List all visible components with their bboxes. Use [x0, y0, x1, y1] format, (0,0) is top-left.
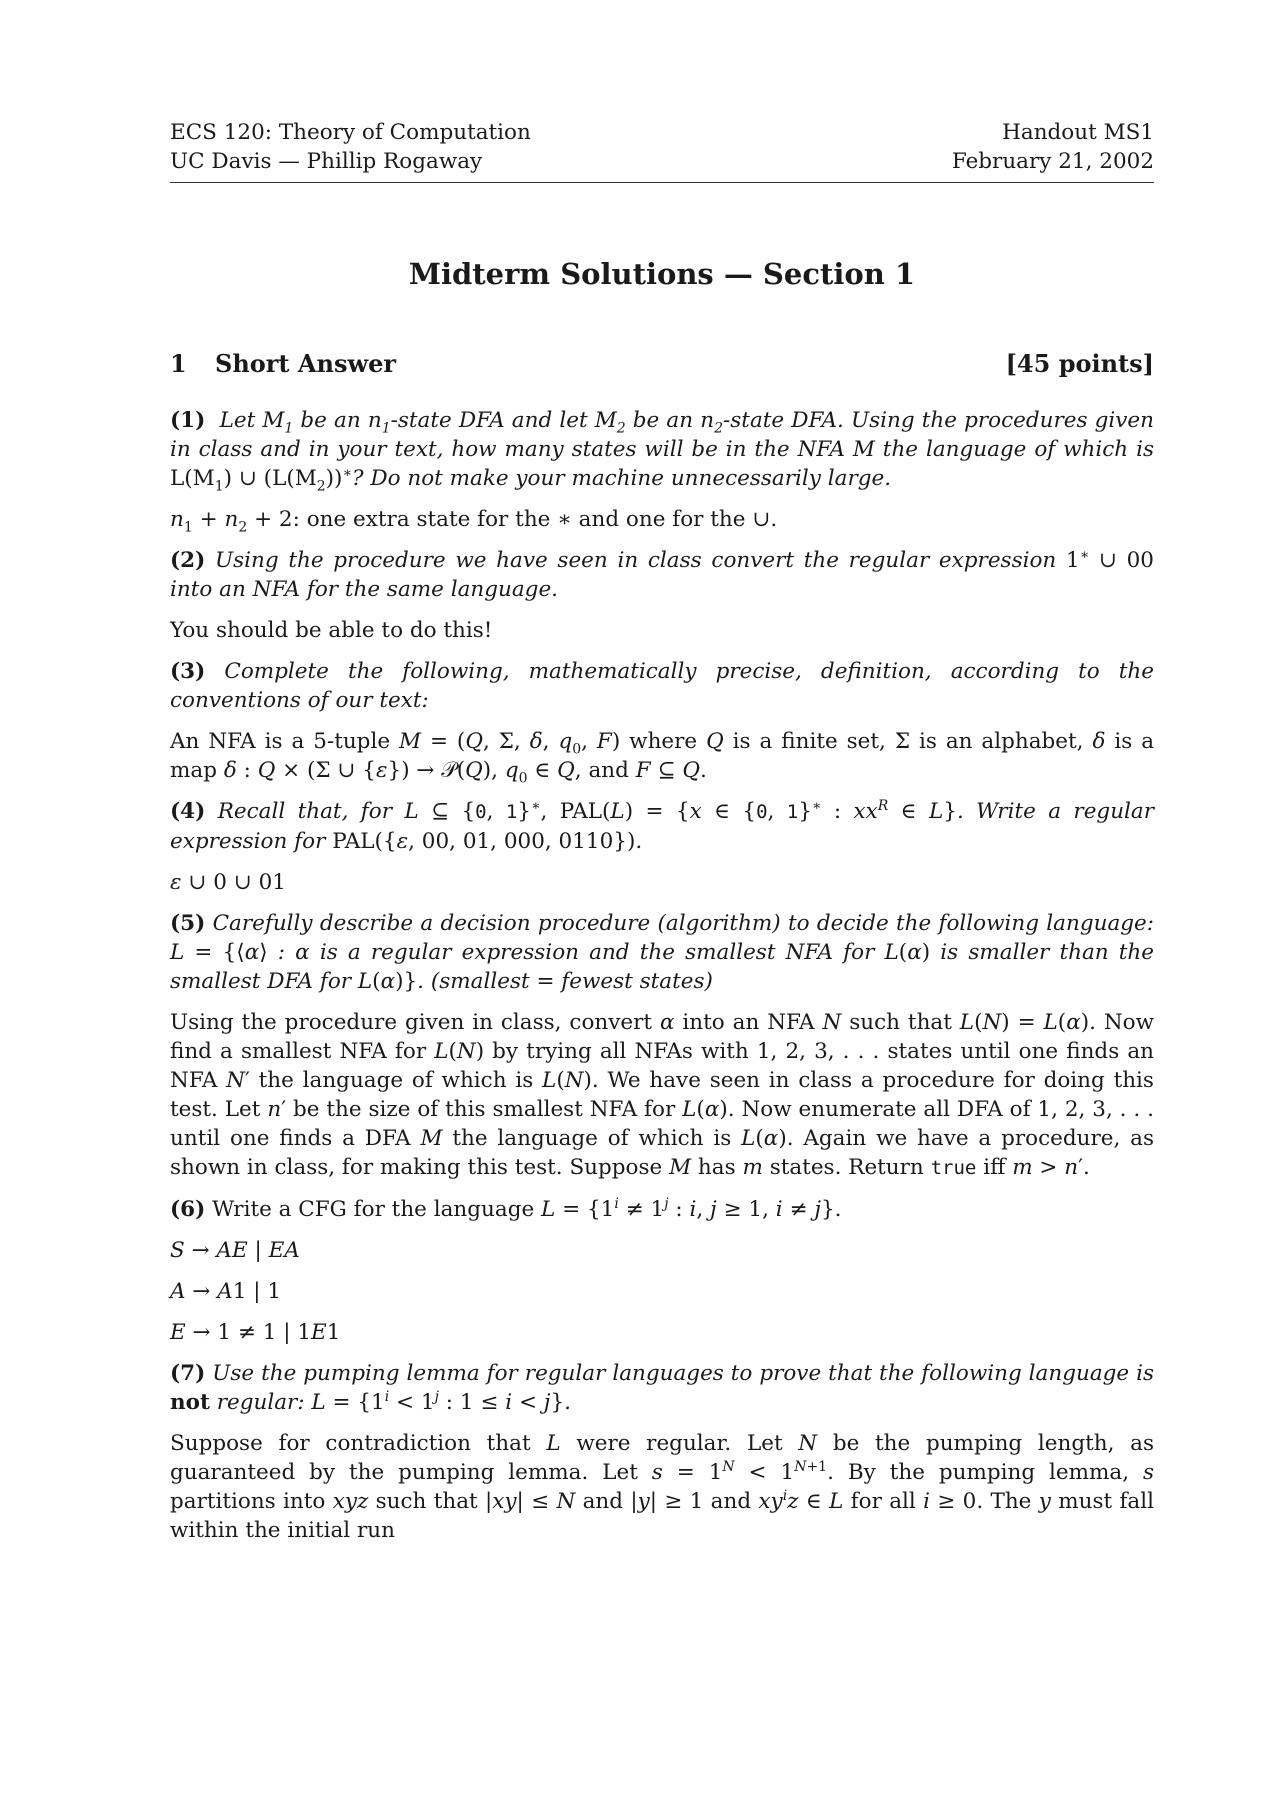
answer-5: Using the procedure given in class, convert α into an NFA N such that L(N) = L(α). Now find a smallest NFA for L(N) by trying all NFAs with 1, 2, 3, . . . states until one finds an NFA N′ the language of which is L(N). We have seen in class a procedure for doing this test. Let n′ be the size of this smallest NFA for L(α). Now enumerate all DFA of 1, 2, 3, . . . until one finds a DFA M the language of which is L(α). Again we have a procedure, as shown in class, for making this test. Suppose M has m states. Return true iff m > n′.: [170, 1010, 1155, 1180]
answer-7: Suppose for contradiction that L were regular. Let N be the pumping length, as guaranteed by the pumping lemma. Let $s = 1^N < 1^{N+1}$. By the pumping lemma, s partitions into xyz such that |xy| ≤ N and |y| ≥ 1 and $xy^iz$ ∈ L for all i ≥ 0. The y must fall within the initial run: [170, 1431, 1154, 1543]
grammar-rule-e: E → 1 ≠ 1 | 1E1: [170, 1320, 341, 1345]
question-4: (4) Recall that, for L ⊆ {0, 1}∗, PAL(L) = {x ∈ {0, 1}∗ : $xx^R$ ∈ L}. Write a regular expression for PAL({ε, 00, 01, 000, 0110}).: [170, 797, 1155, 854]
answer-1: $n_1 + n_2 + 2$: one extra state for the ∗ and one for the ∪.: [170, 507, 778, 536]
question-3: (3) Complete the following, mathematically precise, definition, according to the conventions of our text:: [170, 659, 1154, 713]
section-number: 1: [170, 349, 187, 378]
answer-3: An NFA is a 5-tuple M = (Q, Σ, δ, $q_0$, F) where Q is a finite set, Σ is an alphabet, δ is a map δ : Q × (Σ ∪ {ε}) → 𝒫(Q), $q_0$ ∈ Q, and F ⊆ Q.: [170, 729, 1155, 787]
question-2-number: (2): [170, 548, 206, 573]
document-page: [170, 118, 1154, 1557]
section-points: [45 points]: [1005, 349, 1154, 378]
answer-4: ε ∪ 0 ∪ 01: [170, 870, 286, 895]
grammar-rule-a: A → A1 | 1: [170, 1279, 282, 1304]
answer-1-text: : one extra state for the ∗ and one for the ∪.: [292, 507, 778, 532]
header-right: [952, 118, 1154, 176]
instructor: UC Davis — Phillip Rogaway: [170, 149, 483, 174]
course-title: ECS 120: Theory of Computation: [170, 120, 531, 145]
question-6: (6) Write a CFG for the language $L = \{1^i \ne 1^j$ : i, j ≥ 1, i ≠ j}.: [170, 1195, 842, 1222]
grammar-rule-s: S → AE | EA: [170, 1238, 300, 1263]
question-4-number: (4): [170, 799, 206, 824]
section-heading: [170, 349, 1154, 378]
page-title: Midterm Solutions — Section 1: [408, 257, 916, 291]
answer-2: You should be able to do this!: [170, 618, 493, 643]
page-header: [170, 118, 1154, 176]
handout-date: February 21, 2002: [951, 149, 1154, 174]
document-body: [170, 406, 1154, 1545]
header-left: [170, 118, 531, 176]
question-2: (2) Using the procedure we have seen in class convert the regular expression 1∗ ∪ 00 into an NFA for the same language.: [170, 546, 1154, 602]
header-rule: [170, 182, 1154, 183]
question-6-number: (6): [170, 1197, 206, 1222]
question-1-number: (1): [170, 408, 206, 433]
question-7: (7) Use the pumping lemma for regular languages to prove that the following language is not regular: $L = \{1^i < 1^j$ : 1 ≤ i < j}.: [170, 1361, 1154, 1415]
question-3-number: (3): [170, 659, 206, 684]
question-5-number: (5): [170, 911, 206, 936]
question-1: (1) Let $M_1$ be an $n_1$-state DFA and let $M_2$ be an $n_2$-state DFA. Using the procedures given in class and in your text, how many states will be in the NFA M the language of which is $L(M_1)$ ∪ $(L(M_2))^∗$? Do not make your machine unnecessarily large.: [170, 408, 1155, 495]
handout-id: Handout MS1: [1002, 120, 1154, 145]
question-7-number: (7): [170, 1361, 206, 1386]
question-6-intro: Write a CFG for the language: [212, 1197, 535, 1222]
section-name: Short Answer: [215, 349, 397, 378]
question-5: (5) Carefully describe a decision procedure (algorithm) to decide the following language: L = {⟨α⟩ : α is a regular expression and the smallest NFA for L(α) is smaller than the smallest DFA for L(α)}. (smallest = fewest states): [170, 911, 1154, 994]
